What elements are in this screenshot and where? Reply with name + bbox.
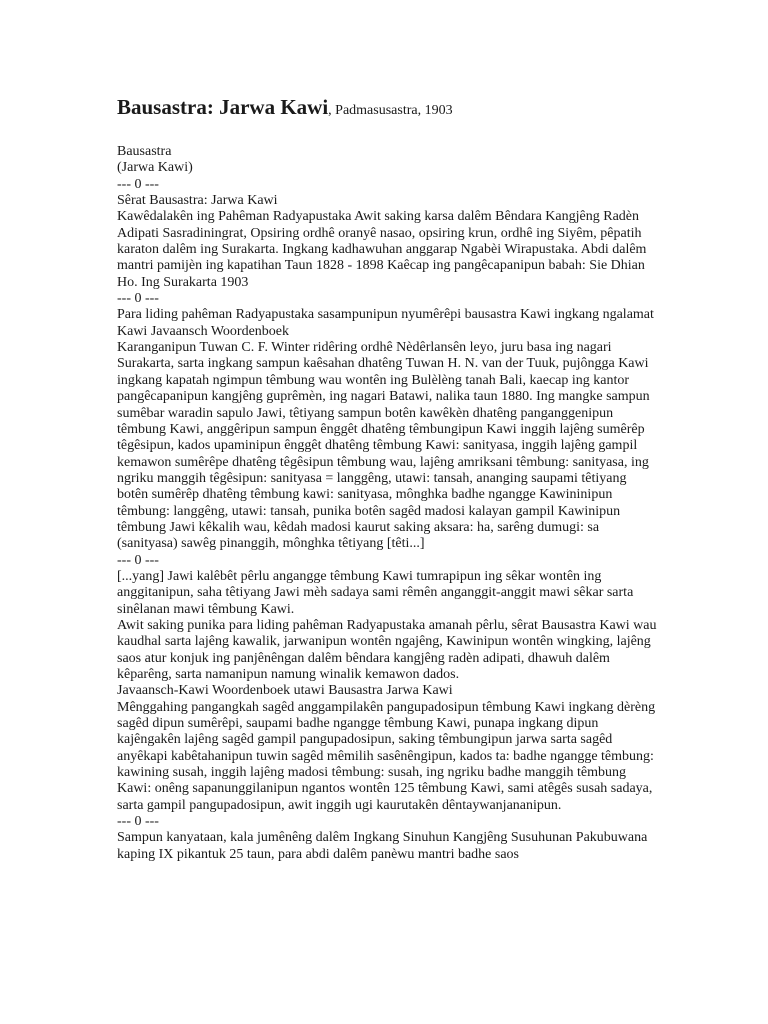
paragraph: (Jarwa Kawi) — [117, 160, 193, 176]
paragraph: Bausastra — [117, 144, 172, 159]
section-separator: --- 0 --- — [117, 176, 159, 192]
paragraph: Kawi Javaansch Woordenboek — [117, 323, 290, 339]
paragraph: Sampun kanyataan, kala jumênêng dalêm Ingkang Sinuhun Kangjêng Susuhunan Pakubuwana kaping IX pikantuk 25 taun, para abdi dalêm panèwu mantri badhe saos — [117, 830, 648, 862]
document-heading — [117, 90, 657, 124]
paragraph: Para liding pahêman Radyapustaka sasampunipun nyumêrêpi bausastra Kawi ingkang ngalamat — [117, 307, 654, 323]
paragraph: [...yang] Jawi kalêbêt pêrlu angangge têmbung Kawi tumrapipun ing sêkar wontên ing anggitanipun, saha têtiyang Jawi mèh sadaya sami rêmên anganggit-anggit mawi sêkar sarta sinêlanan mawi têmbung Kawi. — [117, 568, 634, 617]
document-body — [117, 144, 657, 863]
paragraph: Javaansch-Kawi Woordenboek utawi Bausastra Jarwa Kawi — [117, 683, 453, 699]
paragraph: Sêrat Bausastra: Jarwa Kawi — [117, 193, 278, 209]
paragraph: Mênggahing pangangkah sagêd anggampilakên pangupadosipun têmbung Kawi ingkang dèrèng sagêd dipun sumêrêpi, saupami badhe ngangge têmbung Kawi, punapa ingkang dipun kajêngakên lajêng sagêd gampil pangupadosipun, saking têmbungipun jarwa sarta sagêd anyêkapi kabêtahanipun tuwin sagêd mêmilih sasênêngipun, kados ta: badhe ngangge têmbung: kawining susah, inggih lajêng madosi têmbung: susah, ing ngriku badhe manggih têmbung Kawi: onêng sapanunggilanipun ngantos wontên 125 têmbung Kawi, sami atêgês susah sadaya, sarta gampil pangupadosipun, awit inggih ugi kaurutakên dêntaywanjananipun. — [117, 699, 656, 813]
document-page — [117, 90, 657, 863]
paragraph: Awit saking punika para liding pahêman Radyapustaka amanah pêrlu, sêrat Bausastra Kawi wau kaudhal sarta lajêng kawalik, jarwanipun wontên ngajêng, Kawinipun wontên wingking, lajêng saos atur konjuk ing panjênêngan dalêm bêndara kangjêng radèn adipati, dhawuh dalêm kêparêng, sarta namanipun namung winalik kemawon dados. — [117, 617, 657, 682]
document-byline: , Padmasusastra, 1903 — [328, 103, 453, 118]
section-separator: --- 0 --- — [117, 552, 159, 568]
paragraph: Kawêdalakên ing Pahêman Radyapustaka Awit saking karsa dalêm Bêndara Kangjêng Radèn Adipati Sasradiningrat, Opsiring ordhê oranyê nasao, opsiring krun, ordhê ing Siyêm, pêpatih karaton dalêm ing Surakarta. Ingkang kadhawuhan anggarap Ngabèi Wirapustaka. Abdi dalêm mantri pamijèn ing kapatihan Taun 1828 - 1898 Kaêcap ing pangêcapanipun babah: Sie Dhian Ho. Ing Surakarta 1903 — [117, 209, 647, 290]
paragraph: Karanganipun Tuwan C. F. Winter ridêring ordhê Nèdêrlansên leyo, juru basa ing nagari Surakarta, sarta ingkang sampun kaêsahan dhatêng Tuwan H. N. van der Tuuk, pujôngga Kawi ingkang kapatah ngimpun têmbung wau wontên ing Bulèlèng tanah Bali, kaecap ing kantor pangêcapanipun kangjêng guprêmèn, ing nagari Batawi, nalika taun 1880. Ing mangke sampun sumêbar waradin sapulo Jawi, têtiyang sampun botên kawêkèn dhatêng panganggenipun têmbung Kawi, anggêripun sampun ênggêt dhatêng têmbungipun Kawi inggih lajêng sumêrêp têgêsipun, kados upaminipun ênggêt dhatêng têmbung Kawi: sanityasa, inggih lajêng gampil kemawon sumêrêpe dhatêng têgêsipun têmbung wau, lajêng amriksani têmbung: sanityasa, ing ngriku manggih têgêsipun: sanityasa = langgêng, utawi: tansah, ananging saupami têtiyang botên sumêrêp dhatêng têmbung kawi: sanityasa, mônghka badhe ngangge Kawininipun têmbung: langgêng, utawi: tansah, punika botên sagêd madosi kalayan gampil Kawinipun têmbung Jawi kêkalih wau, kêdah madosi kaurut saking aksara: ha, sarêng dumugi: sa (sanityasa) sawêg pinanggih, mônghka têtiyang [têti...] — [117, 340, 650, 552]
document-title: Bausastra: Jarwa Kawi — [117, 95, 329, 119]
section-separator: --- 0 --- — [117, 814, 159, 830]
section-separator: --- 0 --- — [117, 291, 159, 307]
